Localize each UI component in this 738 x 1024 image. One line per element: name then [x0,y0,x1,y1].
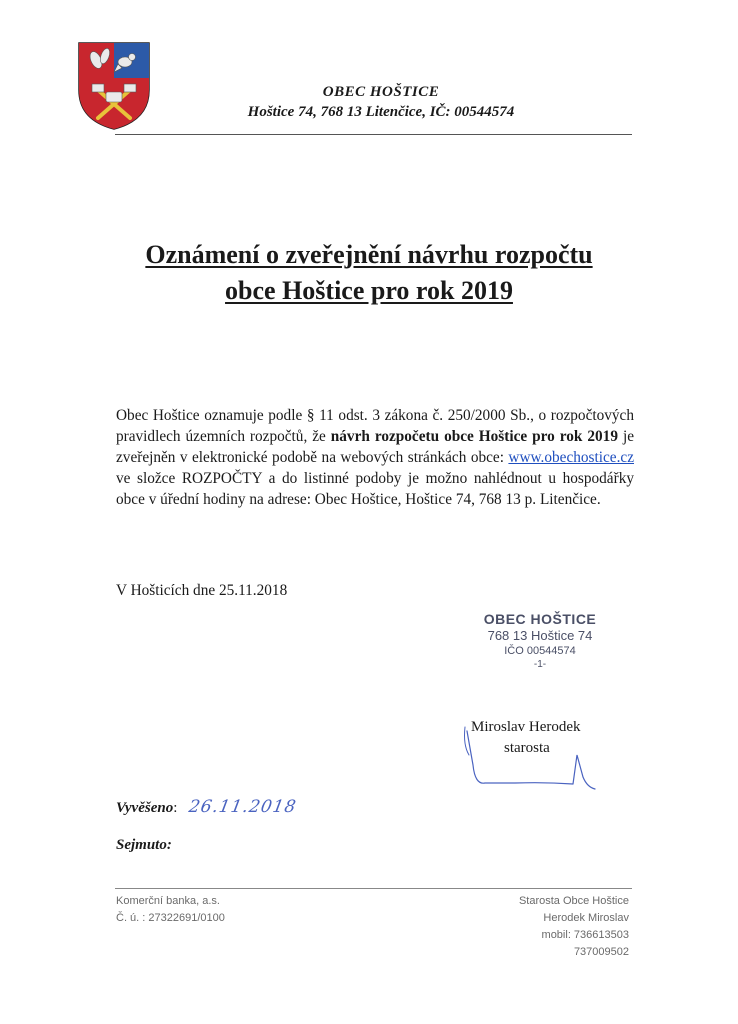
header-divider [115,134,632,135]
footer-contact-info [480,893,629,961]
footer-bank-info [116,893,225,927]
website-link[interactable]: www.obechostice.cz [508,449,634,466]
handwritten-signature [455,725,605,795]
footer-mobile: mobil: 736613503 [541,929,629,941]
footer-mayor-name: Herodek Miroslav [543,912,629,924]
stamp-line-1: OBEC HOŠTICE [483,611,597,627]
removed-label: Sejmuto: [116,837,172,853]
title-line-1: Oznámení o zveřejnění návrhu rozpočtu [145,240,593,269]
date-line: V Hošticích dne 25.11.2018 [116,582,288,599]
signatory-role: starosta [504,740,550,756]
title-line-2: obce Hoštice pro rok 2019 [225,276,513,305]
body-text-3: ve složce ROZPOČTY a do listinné podoby je možno nahlédnout u hospodářky obce v úřední hodiny na adrese: Obec Hoštice, Hoštice 74, 768 13 p. Litenčice. [116,470,634,508]
announcement-paragraph [116,405,634,510]
municipality-name: OBEC HOŠTICE [322,84,440,100]
municipality-address: Hoštice 74, 768 13 Litenčice, IČ: 00544574 [247,104,515,120]
stamp-line-2: 768 13 Hoštice 74 [487,628,593,643]
official-stamp [460,611,620,670]
body-bold: návrh rozpočetu obce Hoštice pro rok 2019 [330,428,618,445]
footer-mobile-2: 737009502 [573,946,629,958]
posted-colon: : [173,800,178,816]
footer-bank-name: Komerční banka, a.s. [116,895,220,907]
posted-row [116,797,297,817]
stamp-line-4: -1- [533,659,547,670]
footer-divider [115,888,632,889]
signatory-name: Miroslav Herodek [471,719,581,735]
posted-date-handwritten: 26.11.2018 [187,797,299,817]
body-text-2: je zveřejněn v elektronické podobě na webových stránkách obce: [116,428,634,466]
stamp-line-3: IČO 00544574 [504,645,576,657]
footer-account: Č. ú. : 27322691/0100 [116,912,225,924]
body-text-1: Obec Hoštice oznamuje podle § 11 odst. 3 zákona č. 250/2000 Sb., o rozpočtových pravidlech územních rozpočtů, že [116,407,634,445]
posted-label: Vyvěšeno [116,800,174,816]
footer-mayor-title: Starosta Obce Hoštice [518,895,629,907]
